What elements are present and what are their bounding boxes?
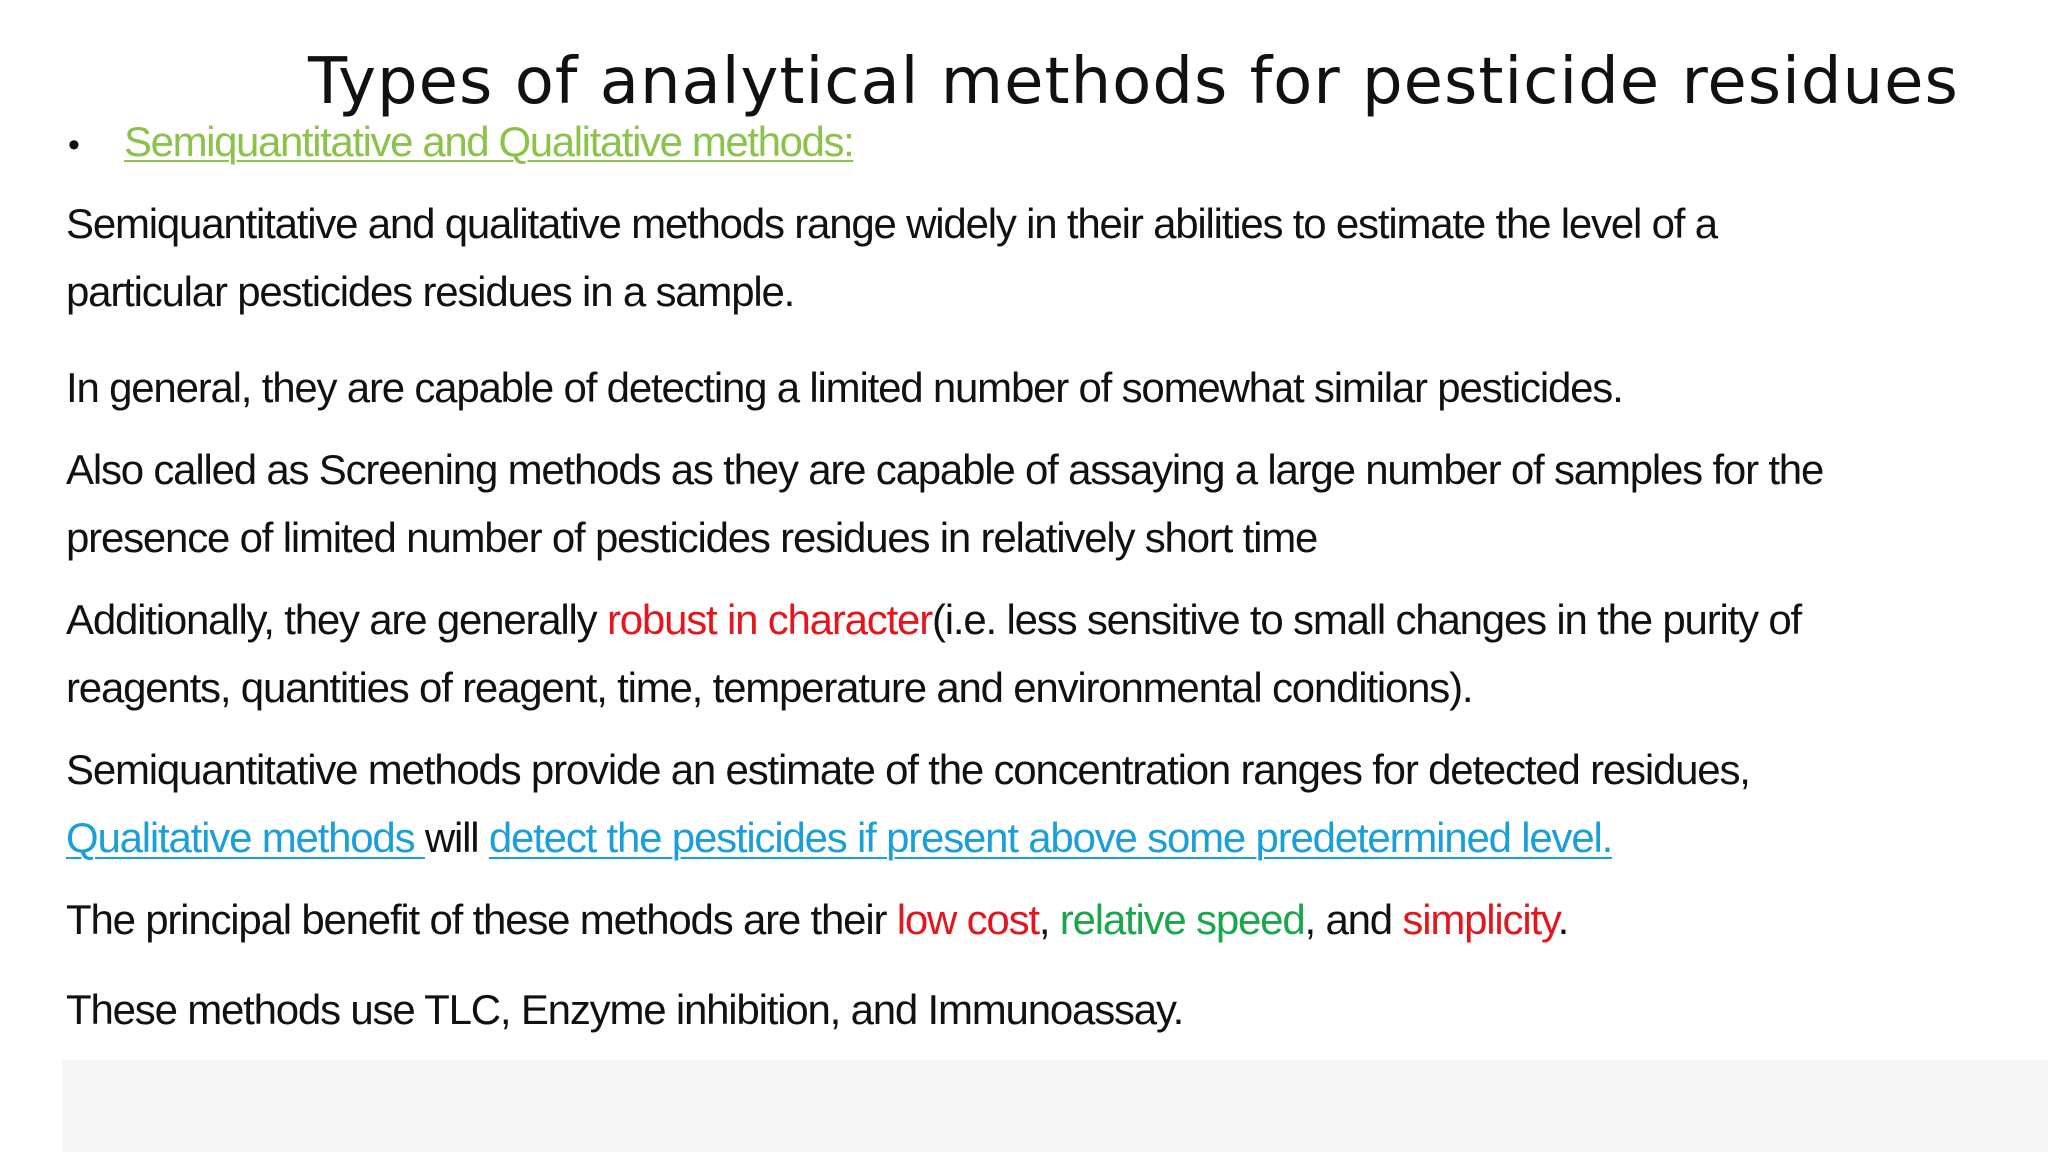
paragraph-3-line-2: presence of limited number of pesticides residues in relatively short time: [66, 514, 1318, 561]
paragraph-6-and: , and: [1304, 896, 1403, 943]
bullet-heading-row: [68, 112, 853, 172]
paragraph-5-line-2: [66, 804, 1750, 872]
slide-title: Types of analytical methods for pesticide residues: [308, 45, 1959, 119]
paragraph-7-line-1: These methods use TLC, Enzyme inhibition, and Immunoassay.: [66, 986, 1184, 1033]
robust-in-character-emphasis: robust in character: [606, 596, 933, 643]
paragraph-4: [66, 586, 1801, 722]
paragraph-6-comma: ,: [1038, 896, 1060, 943]
paragraph-5: [66, 736, 1750, 872]
paragraph-2: [66, 354, 1623, 422]
bullet-dot-icon: •: [68, 126, 80, 164]
simplicity-emphasis: simplicity: [1402, 896, 1558, 943]
paragraph-6-text-a: The principal benefit of these methods are their: [66, 896, 897, 943]
paragraph-1-line-1: Semiquantitative and qualitative methods range widely in their abilities to estimate the level of a: [66, 200, 1717, 247]
paragraph-4-line-1: [66, 586, 1801, 654]
bottom-band: [62, 1060, 2048, 1152]
paragraph-5-line-1: Semiquantitative methods provide an estimate of the concentration ranges for detected residues,: [66, 746, 1750, 793]
paragraph-4-text-a: Additionally, they are generally: [66, 596, 607, 643]
low-cost-emphasis: low cost: [896, 896, 1039, 943]
paragraph-7: [66, 976, 1183, 1044]
paragraph-3: [66, 436, 1823, 572]
paragraph-6-line-1: [66, 886, 1568, 954]
relative-speed-emphasis: relative speed: [1059, 896, 1305, 943]
paragraph-3-line-1: Also called as Screening methods as they are capable of assaying a large number of samples for the: [66, 446, 1824, 493]
paragraph-1: [66, 190, 1717, 326]
paragraph-6-period: .: [1557, 896, 1569, 943]
paragraph-6: [66, 886, 1568, 954]
detect-pesticides-link[interactable]: detect the pesticides if present above some predetermined level.: [488, 814, 1613, 861]
section-heading-link[interactable]: Semiquantitative and Qualitative methods:: [124, 118, 854, 165]
qualitative-methods-link[interactable]: Qualitative methods: [66, 814, 425, 861]
paragraph-1-line-2: particular pesticides residues in a sample.: [66, 268, 795, 315]
paragraph-4-text-b: (i.e. less sensitive to small changes in the purity of: [932, 596, 1801, 643]
paragraph-4-line-2: reagents, quantities of reagent, time, temperature and environmental conditions).: [66, 664, 1473, 711]
paragraph-2-line-1: In general, they are capable of detecting a limited number of somewhat similar pesticides.: [66, 364, 1623, 411]
paragraph-5-will: will: [424, 814, 489, 861]
